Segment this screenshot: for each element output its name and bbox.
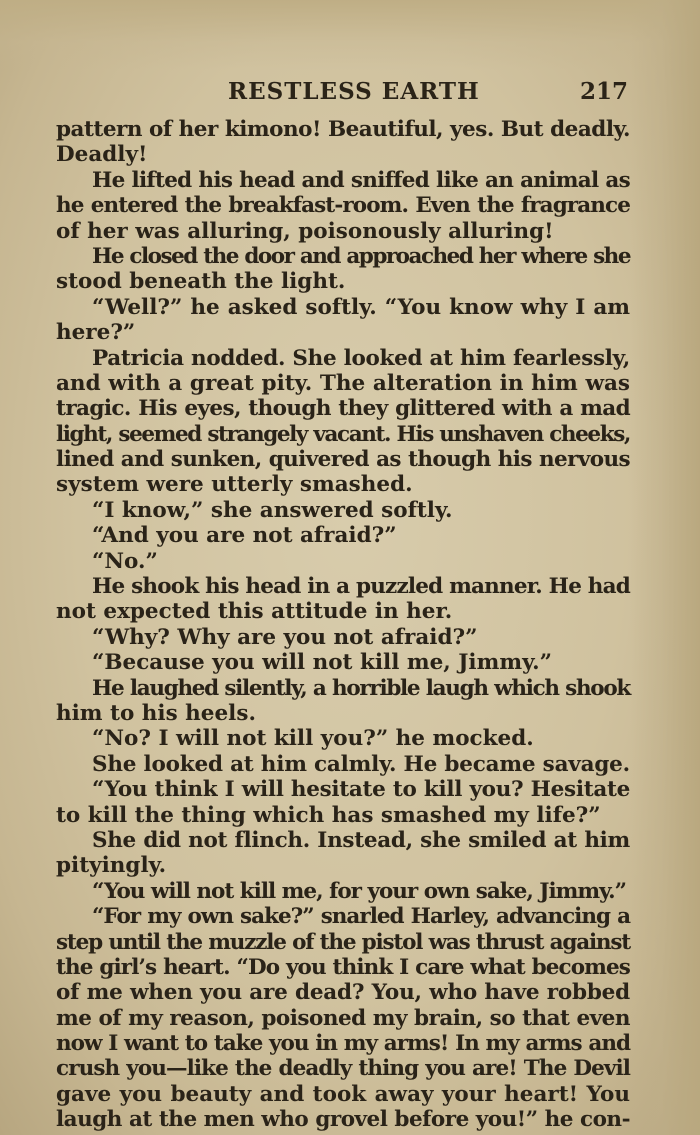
- text-line: now I want to take you in my arms! In my arms and: [56, 1031, 630, 1057]
- text-line: “Why? Why are you not afraid?”: [92, 624, 478, 650]
- text-line: of me when you are dead? You, who have robbed: [56, 980, 630, 1006]
- text-line: “You think I will hesitate to kill you? Hesitate: [92, 777, 630, 803]
- running-head: RESTLESS EARTH: [228, 78, 480, 105]
- text-line: “And you are not afraid?”: [92, 523, 397, 549]
- text-line: Deadly!: [56, 142, 148, 168]
- text-line: step until the muzzle of the pistol was thrust against: [56, 929, 630, 955]
- text-line: “You will not kill me, for your own sake, Jimmy.”: [92, 878, 627, 904]
- text-line: “I know,” she answered softly.: [92, 497, 453, 523]
- text-line: gave you beauty and took away your heart! You: [56, 1081, 630, 1107]
- page-header: [56, 78, 630, 110]
- text-line: “No? I will not kill you?” he mocked.: [92, 726, 534, 752]
- text-line: and with a great pity. The alteration in him was: [56, 370, 630, 396]
- text-line: laugh at the men who grovel before you!” he con-: [56, 1107, 630, 1133]
- text-line: Patricia nodded. She looked at him fearlessly,: [92, 345, 630, 371]
- text-line: me of my reason, poisoned my brain, so that even: [56, 1005, 630, 1031]
- text-line: system were utterly smashed.: [56, 472, 413, 498]
- text-line: He closed the door and approached her where she: [92, 243, 630, 269]
- text-line: to kill the thing which has smashed my life?”: [56, 802, 601, 828]
- text-line: He laughed silently, a horrible laugh which shook: [92, 675, 630, 701]
- text-line: him to his heels.: [56, 700, 256, 726]
- text-line: of her was alluring, poisonously alluring!: [56, 218, 554, 244]
- text-line: he entered the breakfast-room. Even the fragrance: [56, 193, 630, 219]
- text-line: She did not flinch. Instead, she smiled at him: [92, 827, 630, 853]
- text-line: She looked at him calmly. He became savage.: [92, 751, 630, 777]
- text-line: “For my own sake?” snarled Harley, advancing a: [92, 904, 630, 930]
- text-line: “No.”: [92, 548, 158, 574]
- text-line: pityingly.: [56, 853, 167, 879]
- text-line: stood beneath the light.: [56, 269, 346, 295]
- body-text: [56, 117, 630, 1133]
- text-line: the girl’s heart. “Do you think I care what becomes: [56, 954, 630, 980]
- text-line: lined and sunken, quivered as though his nervous: [56, 447, 630, 473]
- text-line: crush you—like the deadly thing you are! The Devil: [56, 1056, 630, 1082]
- text-line: not expected this attitude in her.: [56, 599, 453, 625]
- text-line: “Because you will not kill me, Jimmy.”: [92, 650, 552, 676]
- text-line: “Well?” he asked softly. “You know why I am: [92, 294, 630, 320]
- text-line: here?”: [56, 320, 136, 346]
- text-line: pattern of her kimono! Beautiful, yes. But deadly.: [56, 117, 630, 142]
- text-line: tragic. His eyes, though they glittered with a mad: [56, 396, 630, 422]
- text-line: light, seemed strangely vacant. His unshaven cheeks,: [56, 421, 630, 447]
- text-line: He lifted his head and sniffed like an animal as: [92, 167, 630, 193]
- text-line: He shook his head in a puzzled manner. He had: [92, 574, 630, 600]
- page-number: 217: [579, 78, 628, 105]
